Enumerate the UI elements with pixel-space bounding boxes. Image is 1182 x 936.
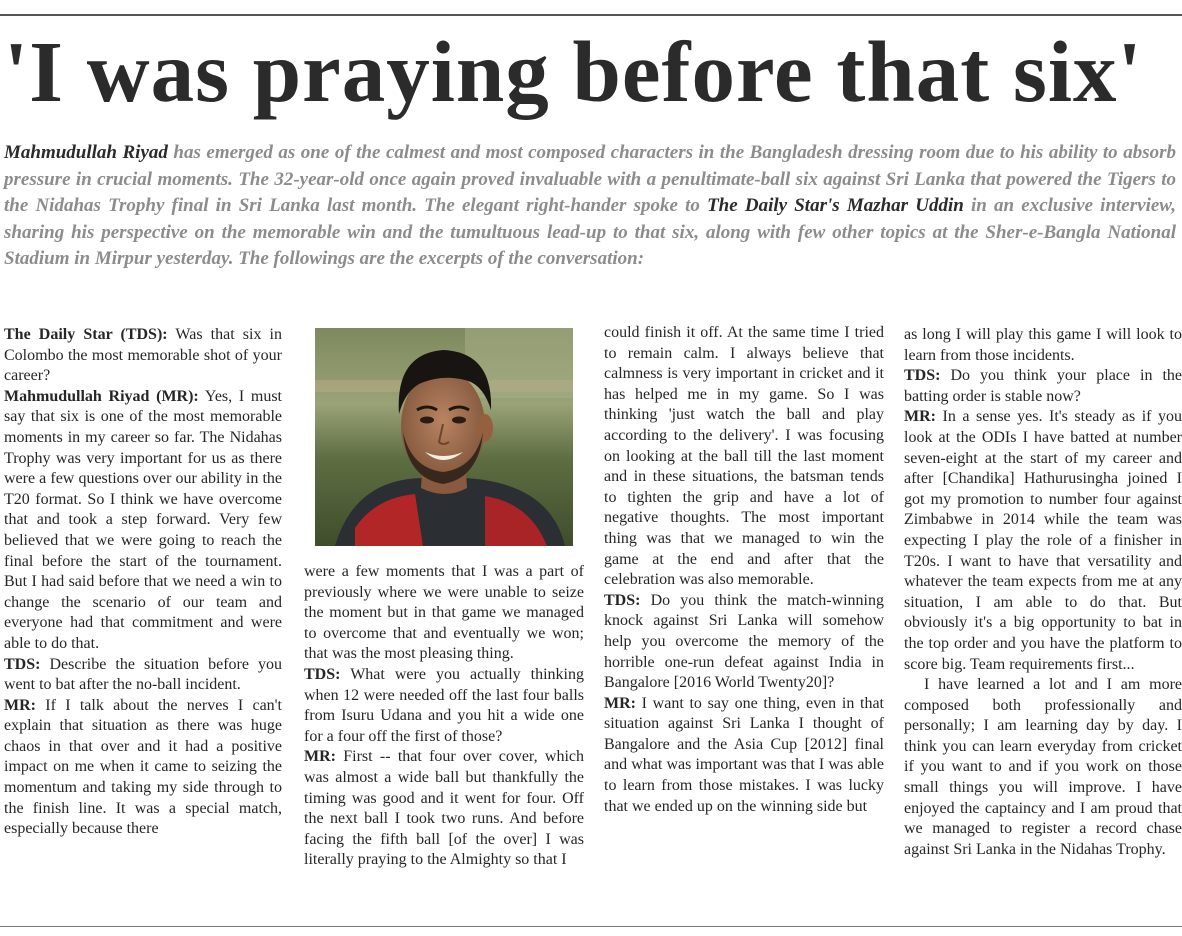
column-1: [4, 325, 282, 915]
question-5-text: Do you think your place in the batting order is stable now?: [904, 367, 1182, 405]
question-5-label: TDS:: [904, 367, 941, 385]
question-2: [4, 655, 282, 696]
standfirst-paper: The Daily Star's Mazhar Uddin: [707, 195, 964, 217]
question-1: [4, 325, 282, 387]
standfirst: [4, 140, 1176, 273]
question-1-label: The Daily Star (TDS):: [4, 326, 168, 343]
answer-4-continued: as long I will play this game I will look to learn from those incidents.: [904, 326, 1182, 364]
answer-1: [4, 387, 282, 655]
standfirst-text-1: has emerged as one of the calmest and most composed characters in the Bangladesh dressing room due to his ability to absorb pressure in crucial moments. The 32-year-old once again proved invaluable with a penultimate-ball six against Sri Lanka that powered the Tigers to the Nidahas Trophy final in Sri Lanka last month. The elegant right-hander spoke to: [4, 142, 1176, 217]
answer-5-label: MR:: [904, 408, 936, 426]
answer-4-label: MR:: [604, 694, 636, 712]
standfirst-text-2: in an exclusive interview, sharing his perspective on the memorable win and the tumultuous lead-up to that six, along with few other topics at the Sher-e-Bangla National Stadium in Mirpur yesterday. The followings are the excerpts of the conversation:: [4, 195, 1176, 270]
answer-3-label: MR:: [304, 748, 336, 766]
answer-1-text: Yes, I must say that six is one of the most memorable moments in my career so far. The Nidahas Trophy was very important for us as there were a few questions over our ability in the T20 format. So I think we have overcome that and took a step forward. Very few believed that we were going to reach the final before the start of the tournament. But I had said before that we need a win to change the scenario of our team and everyone had that commitment and were able to do that.: [4, 387, 282, 652]
top-rule: [0, 14, 1182, 16]
question-3: [304, 665, 584, 747]
answer-3: [304, 747, 584, 871]
column-4: [904, 325, 1182, 915]
player-photo: [315, 328, 573, 546]
answer-1-label: Mahmudullah Riyad (MR):: [4, 387, 199, 405]
standfirst-name: Mahmudullah Riyad: [4, 142, 168, 163]
column-3: [604, 323, 884, 913]
question-1-text: Was that six in Colombo the most memorable shot of your career?: [4, 326, 282, 385]
question-3-text: What were you actually thinking when 12 were needed off the last four balls from Isuru Udana and you hit a wide one for a four off the first of those?: [304, 665, 584, 745]
answer-2-text: If I talk about the nerves I can't explain that situation as there was huge chaos in that over and it had a positive impact on me when it came to seizing the momentum and taking my side through to the finish line. It was a special match, especially because there: [4, 696, 282, 838]
headline: 'I was praying before that six': [4, 23, 1143, 120]
question-3-label: TDS:: [304, 665, 341, 683]
answer-2: [4, 696, 282, 840]
answer-4: [604, 694, 884, 818]
question-4: [604, 591, 884, 694]
question-5: [904, 366, 1182, 407]
closing-paragraph: I have learned a lot and I am more composed both professionally and personally; I am learning day by day. I think you can learn everyday from cricket if you want to and if you work on those small things you will improve. I have enjoyed the captaincy and I am proud that we managed to register a record chase against Sri Lanka in the Nidahas Trophy.: [904, 676, 1182, 858]
portrait-image: [315, 328, 573, 546]
question-2-label: TDS:: [4, 655, 41, 673]
question-4-label: TDS:: [604, 591, 641, 609]
answer-5-text: In a sense yes. It's steady as if you look at the ODIs I have batted at number seven-eight at the start of my career and after [Chandika] Hathurusingha joined I got my promotion to number four against Zimbabwe in 2014 while the team was expecting I play the role of a finisher in T20s. I want to have that versatility and whatever the team expects from me at any situation, I am able to do that. But obviously it's a big opportunity to bat in the top order and you have the platform to score big. Team requirements first...: [904, 408, 1182, 673]
answer-4-text: I want to say one thing, even in that situation against Sri Lanka I thought of Bangalore and the Asia Cup [2012] final and what was important was that I was able to learn from those mistakes. I was lucky that we ended up on the winning side but: [604, 694, 884, 815]
answer-5: [904, 407, 1182, 675]
question-2-text: Describe the situation before you went to bat after the no-ball incident.: [4, 655, 282, 694]
answer-3-text: First -- that four over cover, which was almost a wide ball but thankfully the timing was good and it went for four. Off the next ball I took two runs. And before facing the fifth ball [of the over] I was literally praying to the Almighty so that I: [304, 748, 584, 869]
column-2: [304, 562, 584, 912]
answer-3-continued: could finish it off. At the same time I tried to remain calm. I always believe that calmness is very important in cricket and it has helped me in my game. So I was thinking 'just watch the ball and play according to the delivery'. I was focusing on looking at the ball till the last moment and in these situations, the batsman tends to tighten the grip and have a lot of negative thoughts. The most important thing was that we managed to win the game at the end and after that the celebration was also memorable.: [604, 324, 884, 589]
question-4-text: Do you think the match-winning knock against Sri Lanka will somehow help you overcome the memory of the horrible one-run defeat against India in Bangalore [2016 World Twenty20]?: [604, 591, 884, 692]
bottom-rule: [0, 926, 1182, 927]
answer-2-continued: were a few moments that I was a part of previously where we were unable to seize the moment but in that game we managed to overcome that and eventually we won; that was the most pleasing thing.: [304, 563, 584, 663]
answer-2-label: MR:: [4, 696, 36, 714]
